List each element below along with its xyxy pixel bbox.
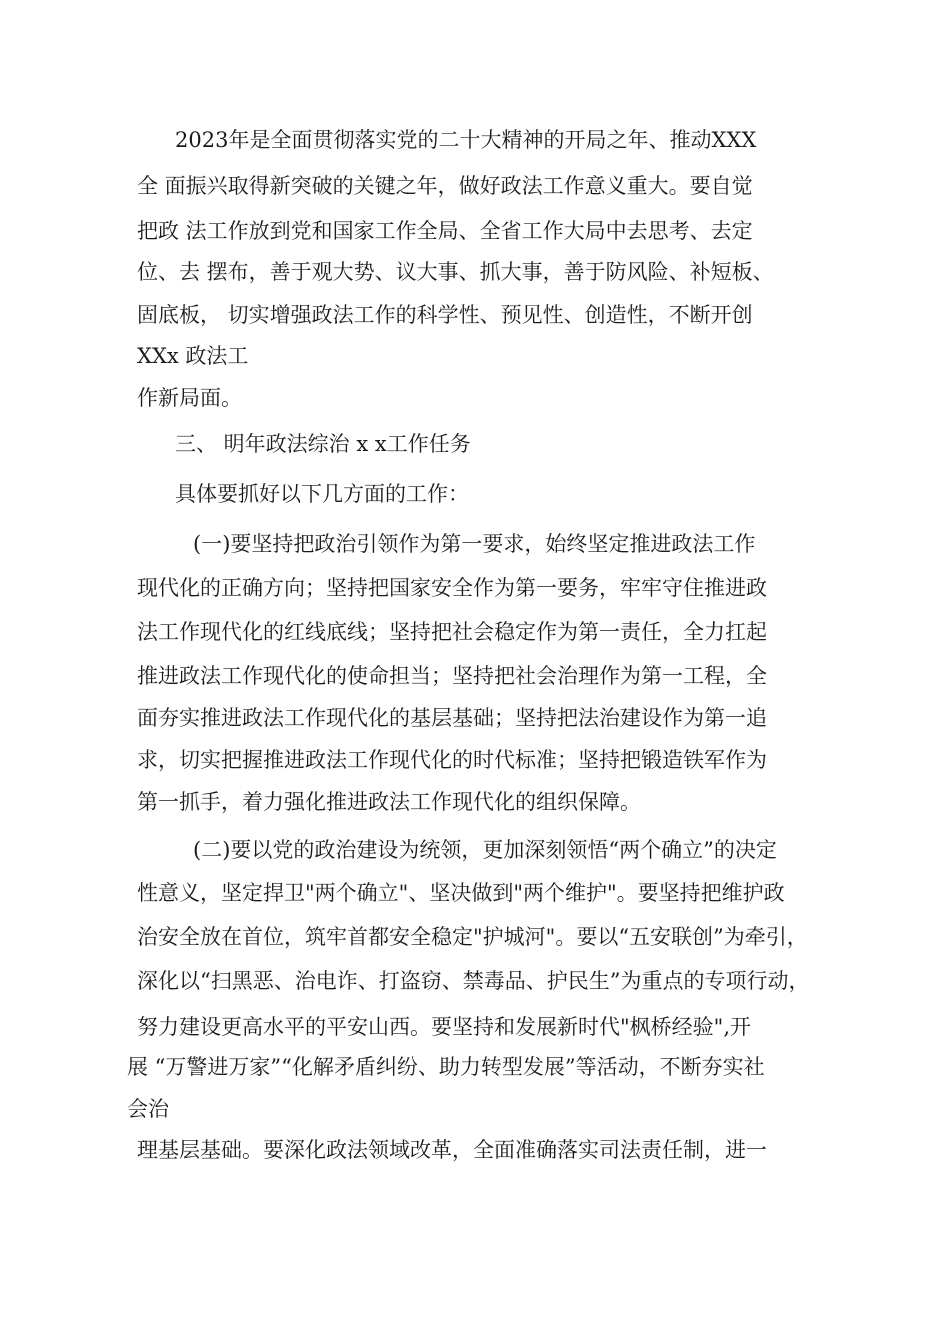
text-line: 深化以“扫黑恶、治电诈、打盗窃、禁毒品、护民生”为重点的专项行动， [137, 969, 810, 993]
text-line: 现代化的正确方向；坚持把国家安全作为第一要务，牢牢守住推进政 [137, 576, 767, 600]
text-line: 求，切实把握推进政法工作现代化的时代标准；坚持把锻造铁军作为 [137, 748, 767, 772]
text-line: 第一抓手，着力强化推进政法工作现代化的组织保障。 [137, 790, 641, 814]
lead-sentence: 具体要抓好以下几方面的工作： [175, 482, 469, 506]
text-line: 位、去 摆布，善于观大势、议大事、抓大事，善于防风险、补短板、 [137, 260, 774, 284]
text-line: 推进政法工作现代化的使命担当；坚持把社会治理作为第一工程，全 [137, 664, 767, 688]
text-line: XXx 政法工 [137, 344, 249, 368]
text-line: 理基层基础。要深化政法领域改革，全面准确落实司法责任制，进一 [137, 1138, 767, 1162]
text-line: 法工作现代化的红线底线；坚持把社会稳定作为第一责任，全力扛起 [137, 620, 767, 644]
section-heading: 三、 明年政法综治 x x工作任务 [175, 432, 471, 456]
text-line: 固底板， 切实增强政法工作的科学性、预见性、创造性，不断开创 [137, 303, 753, 327]
text-line: 会治 [127, 1097, 169, 1121]
text-line: 把政 法工作放到党和国家工作全局、全省工作大局中去思考、去定 [137, 219, 753, 243]
text-line: (二)要以党的政治建设为统领，更加深刻领悟“两个确立”的决定 [193, 838, 777, 862]
text-line: 2023年是全面贯彻落实党的二十大精神的开局之年、推动XXX [175, 128, 757, 152]
text-line: 全 面振兴取得新突破的关键之年，做好政法工作意义重大。要自觉 [137, 174, 753, 198]
text-line: 努力建设更高水平的平安山西。要坚持和发展新时代"枫桥经验",开 [137, 1015, 751, 1039]
text-line: (一)要坚持把政治引领作为第一要求，始终坚定推进政法工作 [193, 532, 756, 556]
text-line: 性意义，坚定捍卫"两个确立"、坚决做到"两个维护"。要坚持把维护政 [137, 881, 785, 905]
text-line: 面夯实推进政法工作现代化的基层基础；坚持把法治建设作为第一追 [137, 706, 767, 730]
text-line: 治安全放在首位，筑牢首都安全稳定"护城河"。要以“五安联创”为牵引， [137, 925, 808, 949]
text-line: 作新局面。 [137, 386, 242, 410]
text-line: 展 “万警进万家”“化解矛盾纠纷、助力转型发展”等活动，不断夯实社 [127, 1055, 765, 1079]
